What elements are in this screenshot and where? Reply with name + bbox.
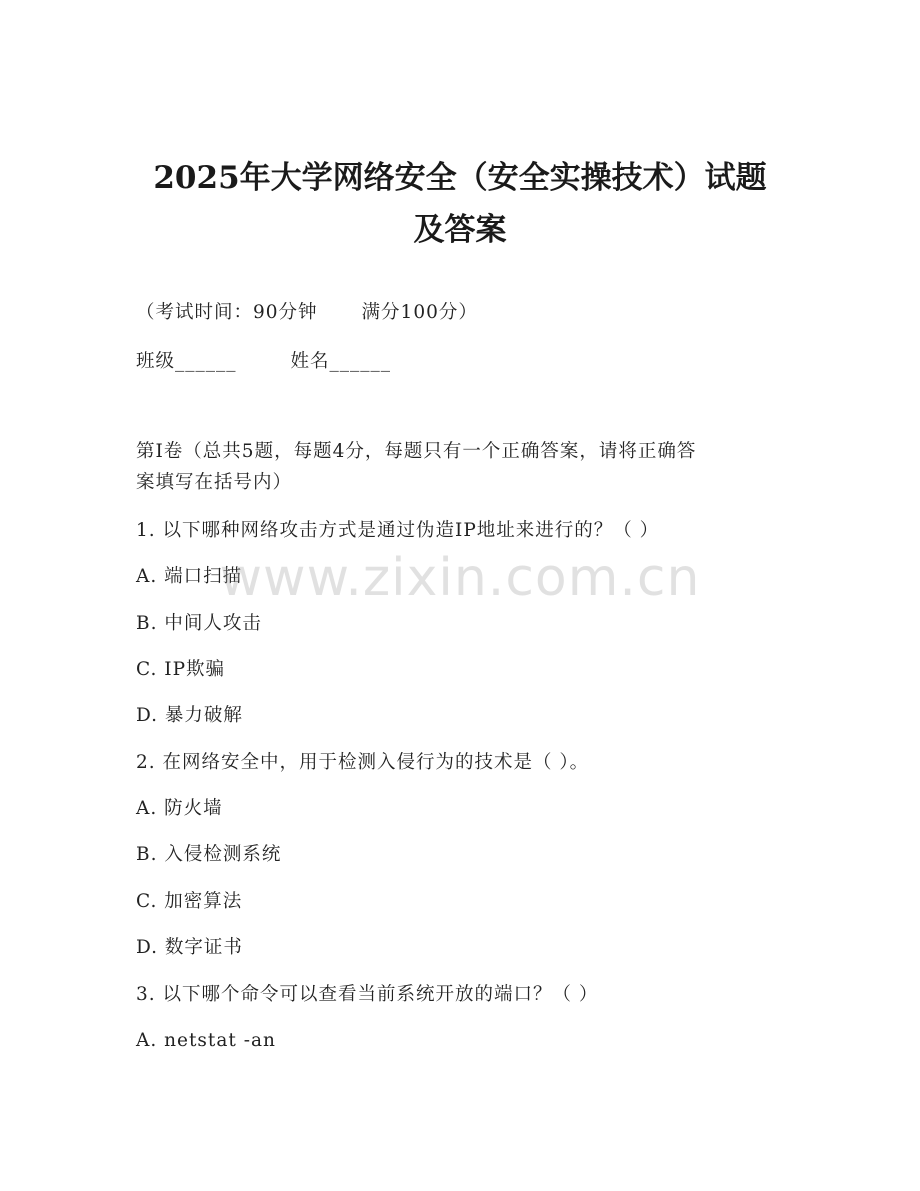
name-field-label: 姓名______	[290, 351, 392, 372]
question-3-option-a: A. netstat -an	[136, 1030, 276, 1051]
question-2-option-d: D. 数字证书	[136, 937, 243, 958]
question-3-stem: 3. 以下哪个命令可以查看当前系统开放的端口？（ ）	[136, 984, 599, 1005]
question-1-option-d: D. 暴力破解	[136, 705, 243, 726]
question-1-option-c: C. IP欺骗	[136, 659, 226, 680]
question-2-option-b: B. 入侵检测系统	[136, 844, 282, 865]
question-2-stem: 2. 在网络安全中，用于检测入侵行为的技术是（ ）。	[136, 752, 590, 773]
class-field-label: 班级______	[136, 351, 237, 372]
question-2-option-a: A. 防火墙	[136, 798, 223, 819]
document-title-line-1: 2025年大学网络安全（安全实操技术）试题	[153, 160, 767, 196]
question-1-stem: 1. 以下哪种网络攻击方式是通过伪造IP地址来进行的？（ ）	[136, 520, 660, 541]
document-title-line-2: 及答案	[413, 212, 507, 248]
question-1-option-a: A. 端口扫描	[136, 566, 243, 587]
section-intro-line-1: 第Ⅰ卷（总共5题，每题4分，每题只有一个正确答案，请将正确答	[136, 441, 697, 462]
section-intro-line-2: 案填写在括号内）	[136, 472, 293, 493]
exam-time: （考试时间：90分钟	[136, 302, 318, 323]
student-info	[136, 349, 391, 375]
question-2-option-c: C. 加密算法	[136, 891, 243, 912]
exam-score: 满分100分）	[361, 302, 478, 323]
exam-info	[136, 300, 478, 326]
watermark: www.zixin.com.cn	[219, 548, 701, 608]
question-1-option-b: B. 中间人攻击	[136, 613, 262, 634]
